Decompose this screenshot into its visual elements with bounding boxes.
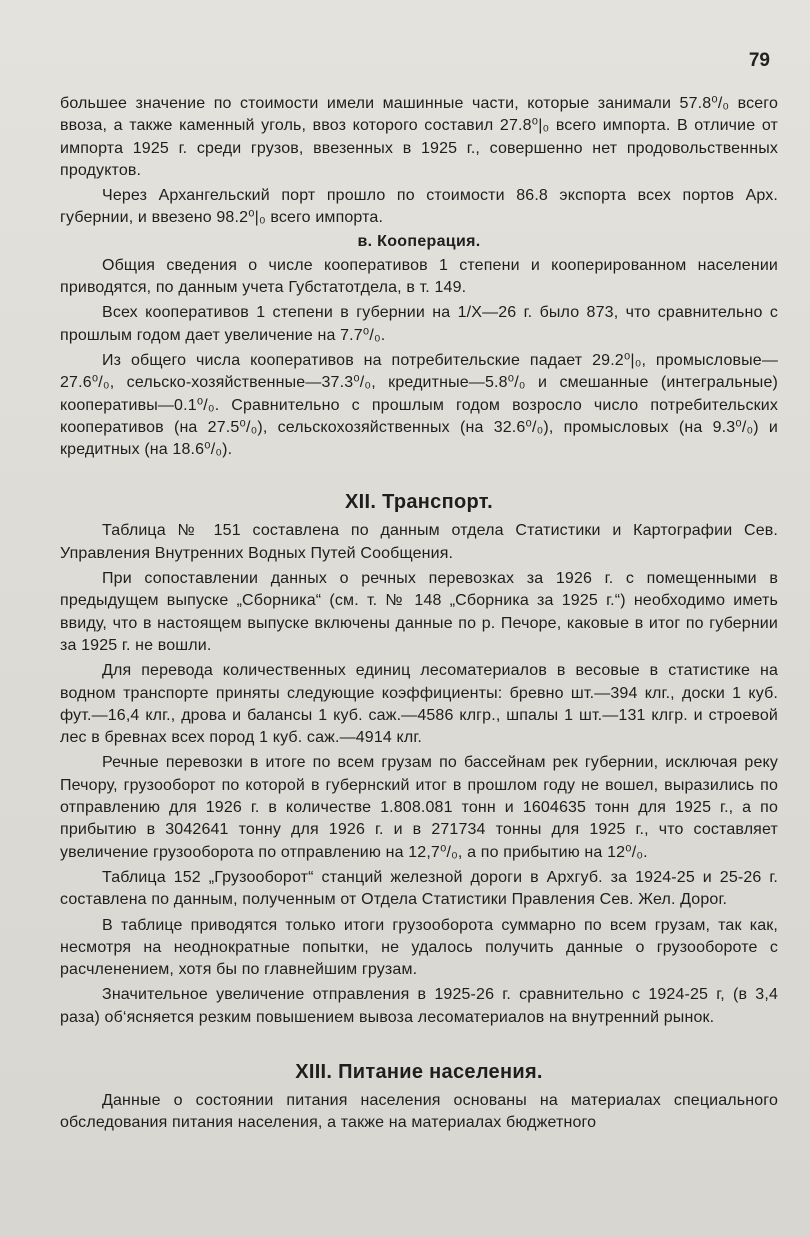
page-number: 79: [748, 50, 770, 71]
paragraph-transport-3: Для перевода количественных единиц лесоматериалов в весовые в статистике на водном транспорте приняты следующие коэффициенты: бревно шт.—394 клг., доски 1 куб. фут.—16,4 клг., дрова и балансы 1 куб. саж.—4586 клгр., шпалы 1 шт.—131 клгр. и строевой лес в бревнах всех пород 1 куб. саж.—4914 клг.: [60, 662, 778, 747]
paragraph-transport-5: Таблица 152 „Грузооборот“ станций железной дороги в Архгуб. за 1924-25 и 25-26 г. составлена по данным, полученным от Отдела Статистики Правления Сев. Жел. Дорог.: [60, 868, 778, 909]
paragraph-transport-6: В таблице приводятся только итоги грузооборота суммарно по всем грузам, так как, несмотря на неоднократные попытки, не удалось получить данные о грузообороте с расчленением, хотя бы по главнейшим грузам.: [60, 916, 778, 979]
paragraph-cooperation-3: Из общего числа кооперативов на потребительские падает 29.2⁰|₀, промысловые—27.6⁰/₀, сельско-хозяйственные—37.3⁰/₀, кредитные—5.8⁰/₀ и смешанные (интегральные) кооперативы—0.1⁰/₀. Сравнительно с прошлым годом возросло число потребительских кооперативов (на 27.5⁰/₀), сельскохозяйственных (на 32.6⁰/₀), промысловых (на 9.3⁰/₀) и кредитных (на 18.6⁰/₀).: [60, 351, 778, 459]
heading-food: XIII. Питание населения.: [295, 1060, 543, 1083]
paragraph-transport-1: Таблица № 151 составлена по данным отдела Статистики и Картографии Сев. Управления Внутренних Водных Путей Сообщения.: [60, 522, 778, 562]
page-body: [60, 93, 778, 1135]
heading-cooperation: в. Кооперация.: [357, 232, 481, 250]
paragraph-food-1: Данные о состоянии питания населения основаны на материалах специального обследования питания населения, а также на материалах бюджетного: [60, 1091, 778, 1132]
paragraph-transport-7: Значительное увеличение отправления в 1925-26 г. сравнительно с 1924-25 г, (в 3,4 раза) об‘ясняется резким повышением вывоза лесоматериалов на внутренний рынок.: [60, 986, 778, 1026]
paragraph-transport-2: При сопоставлении данных о речных перевозках за 1926 г. с помещенными в предыдущем выпуске „Сборника“ (см. т. № 148 „Сборника за 1925 г.“) необходимо иметь ввиду, что в настоящем выпуске включены данные по р. Печоре, каковые в итог по губернии за 1925 г. не вошли.: [60, 570, 778, 654]
paragraph-continuation: большее значение по стоимости имели машинные части, которые занимали 57.8⁰/₀ всего ввоза, а также каменный уголь, ввоз которого составил 27.8⁰|₀ всего импорта. В отличие от импорта 1925 г. среди грузов, ввезенных в 1925 г., совершенно нет продовольственных продуктов.: [60, 95, 778, 179]
paragraph-arkhangelsk-port: Через Архангельский порт прошло по стоимости 86.8 экспорта всех портов Арх. губернии, и ввезено 98.2⁰|₀ всего импорта.: [60, 187, 778, 227]
paragraph-cooperation-2: Всех кооперативов 1 степени в губернии на 1/X—26 г. было 873, что сравнительно с прошлым годом дает увеличение на 7.7⁰/₀.: [60, 304, 778, 344]
paragraph-cooperation-1: Общия сведения о числе кооперативов 1 степени и кооперированном населении приводятся, по данным учета Губстатотдела, в т. 149.: [60, 256, 778, 297]
heading-transport: XII. Транспорт.: [345, 491, 493, 514]
paragraph-transport-4: Речные перевозки в итоге по всем грузам по бассейнам рек губернии, исключая реку Печору, грузооборот по которой в губернский итог в прошлом году не вошел, выразились по отправлению для 1926 г. в количестве 1.808.081 тонн и 1604635 тонн для 1925 г., а по прибытию в 3042641 тонну для 1926 г. и в 271734 тонны для 1925 г., что составляет увеличение грузооборота по отправлению на 12,7⁰/₀, а по прибытию на 12⁰/₀.: [60, 754, 778, 861]
